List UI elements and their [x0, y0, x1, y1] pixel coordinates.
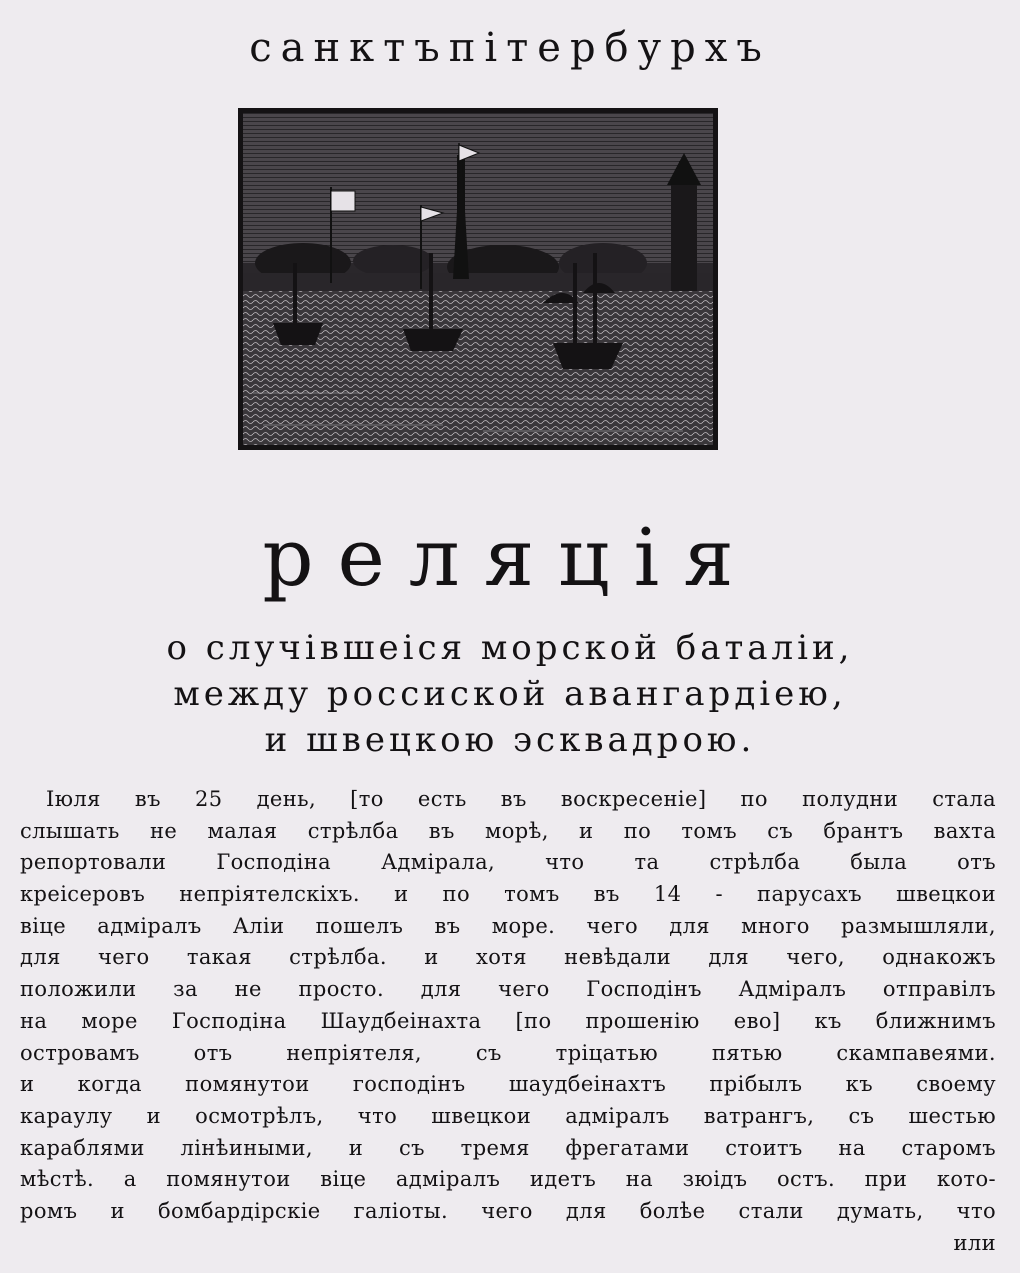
body-line: на море Господіна Шаудбеінахта [по прошенію ево] къ ближнимъ [20, 1008, 996, 1033]
body-line: для чего такая стрѣлба. и хотя невѣдали для чего, однакожъ [20, 945, 996, 970]
body-line: положили за не просто. для чего Господінъ Адміралъ отправілъ [20, 977, 996, 1002]
body-line: репортовали Господіна Адмірала, что та стрѣлба была отъ [20, 850, 996, 875]
body-line: Іюля въ 25 день, [то есть въ воскресеніе] по полудни стала [46, 787, 996, 811]
body-line: слышать не малая стрѣлба въ морѣ, и по томъ съ брантъ вахта [20, 818, 996, 843]
body-text [20, 784, 996, 1259]
subtitle-line: и швецкою эсквадрою. [264, 720, 756, 760]
running-title: санктъпітербурхъ [249, 25, 771, 71]
body-line: мѣстѣ. а помянутои віце адміралъ идетъ на зюідъ остъ. при кото- [20, 1167, 996, 1192]
body-line: віце адміралъ Аліи пошелъ въ море. чего для много размышляли, [20, 913, 996, 938]
document-title: реляція [262, 511, 758, 604]
catchword: или [953, 1230, 996, 1255]
body-line: караблями лінѣиными, и съ тремя фрегатами стоитъ на старомъ [20, 1135, 996, 1160]
body-line: креісеровъ непріятелскіхъ. и по томъ въ 14 - парусахъ швецкои [20, 882, 996, 907]
subtitle-line: о случівшеіся морской баталіи, [166, 628, 854, 668]
body-line: островамъ отъ непріятеля, съ тріцатью пятью скампавеями. [20, 1040, 996, 1065]
ship-battle-engraving-icon [243, 113, 713, 445]
body-line: и когда помянутои господінъ шаудбеінахтъ прібылъ къ своему [20, 1072, 996, 1097]
body-line: ромъ и бомбардірскіе галіоты. чего для болѣе стали думать, что [20, 1198, 996, 1223]
subtitle-line: между россиской авангардіею, [173, 674, 847, 714]
body-line: караулу и осмотрѣлъ, что швецкои адміралъ ватрангъ, съ шестью [20, 1103, 996, 1128]
ship-battle-engraving [238, 108, 718, 450]
